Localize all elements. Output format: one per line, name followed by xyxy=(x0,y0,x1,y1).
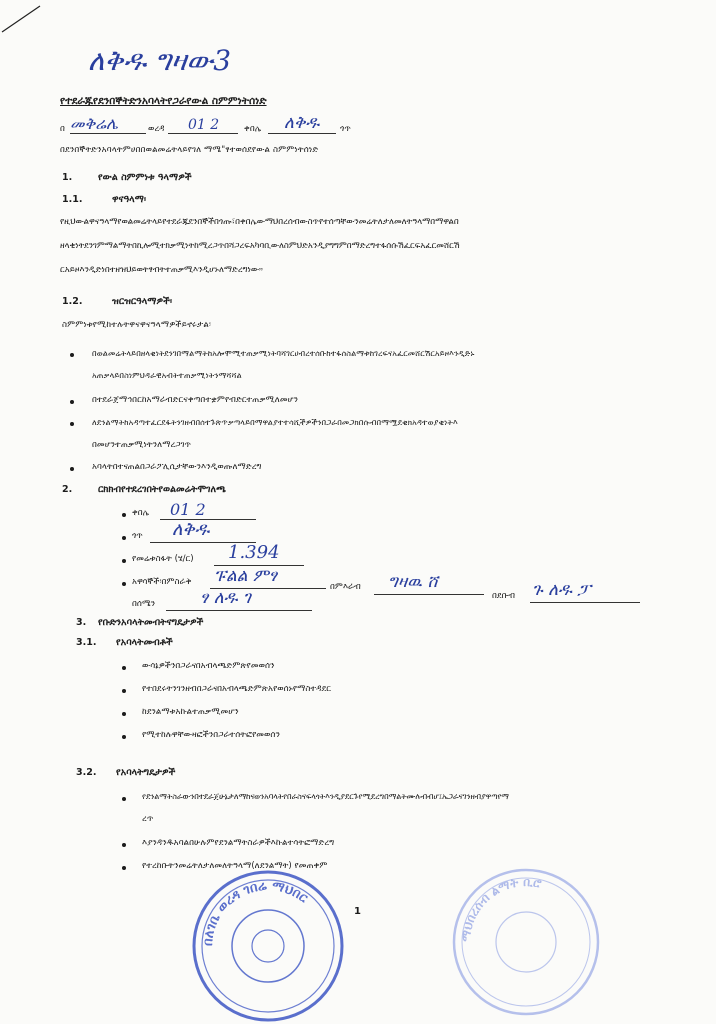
section-1-2-number: 1.2. xyxy=(62,296,83,307)
intro-kebele-handwritten: ለቅዱ xyxy=(284,113,320,133)
section-3-number: 3. xyxy=(76,617,87,628)
bullet-dot xyxy=(122,712,126,716)
list-item: ለደንልማትከአዳጣተፈርደፋትንገዘብበሰተጉጽጥቃጣላይበማዋልያተተሳሺችዎችንበጋራበመጋክበሱብበማሟደቂክአዳተወያቂነትእ xyxy=(92,417,458,427)
page-number: 1 xyxy=(354,906,361,917)
bullet-dot xyxy=(122,582,126,586)
bullet-dot xyxy=(122,666,126,670)
field-south-line xyxy=(530,602,640,603)
field-area-handwritten: 1.394 xyxy=(228,542,280,563)
bullet-dot xyxy=(70,353,74,357)
bullet-dot xyxy=(122,735,126,739)
section-1-1-title: ዋናዓላማ፡ xyxy=(112,194,147,205)
section-1-2-title: ዝርዝርዓላማዎች፡ xyxy=(112,296,173,307)
field-kebele-label: ቀበሌ xyxy=(132,508,150,518)
bullet-dot xyxy=(122,689,126,693)
bullet-dot xyxy=(70,467,74,471)
list-item-continuation: በመሆንተጠቃሚነትንለማረጋገጥ xyxy=(92,440,192,450)
intro-prefix: በ xyxy=(60,124,66,134)
intro-woreda-handwritten: 01 2 xyxy=(188,117,220,133)
bullet-dot xyxy=(122,536,126,540)
bullet-dot xyxy=(70,422,74,426)
field-west-line xyxy=(374,594,484,595)
paragraph-line: ርአይዞእንዲድነበተዘዝህይወትፃብትተጠቃሚእንዲሆኑለማድረግነው። xyxy=(60,264,263,274)
list-item: የተረከቡትንመሬትለታለመለትዓላማ(ለደንልማት) የመጠቀም xyxy=(142,861,328,871)
intro-got-label: ጎጥ xyxy=(340,124,352,134)
section-1-title: የውል ስምምነቱ ዓላማዎች xyxy=(98,172,192,183)
list-item-continuation: ረጥ xyxy=(142,814,154,824)
list-item: ከደንልማቱአኩልተጠቃሚመሆን xyxy=(142,707,239,717)
paragraph-line: ዘላቂነትደንገምማልማትበኪሎሚተክቃሚነትከሚረጋጥበሻጋረፍአካባቢውለስምህድአንዲያግግምበማድረግተፋሰሱሽፈርፍአፈርመሸርሽ xyxy=(60,240,460,250)
section-2-number: 2. xyxy=(62,484,73,495)
field-south-handwritten: ጉ ለዱ ፓ xyxy=(532,580,591,600)
field-kebele-handwritten: 01 2 xyxy=(170,500,206,519)
intro-line-2: በደንበኞትድንአባላትምሀበበወልመሬትላይየገለ ማሜ"ፃተወሰደየውል ስምምነትሰነድ xyxy=(60,145,319,155)
section-1-number: 1. xyxy=(62,172,73,183)
intro-kebele-line xyxy=(268,133,336,134)
section-1-2-intro: ስምምነቱየሚከተሉትዋናዋናዓላማዎችይኖሩታል፡ xyxy=(62,320,212,330)
bullet-dot xyxy=(122,797,126,801)
bullet-dot xyxy=(70,400,74,404)
document-title: የተደራጁየደንበኞትድንአባላትየጋራየውል ስምምነትሰነድ xyxy=(60,95,267,107)
section-3-2-title: የአባላትግዴታዎች xyxy=(116,767,176,778)
pen-mark-corner xyxy=(0,0,60,40)
intro-woreda-line xyxy=(168,133,238,134)
bullet-dot xyxy=(122,843,126,847)
field-north-line xyxy=(166,610,312,611)
field-north-handwritten: ፃ ለዱ ገ xyxy=(200,588,251,608)
field-area-label: የመሬቱስፋት (ሄ/ር) xyxy=(132,554,194,564)
section-3-1-number: 3.1. xyxy=(76,637,97,648)
field-north-label: በሰሜን xyxy=(132,599,156,609)
section-2-title: ርክክብየተደረገበትየወልመሬትሞገለጫ xyxy=(98,484,226,495)
list-item: የተበደሩትንገንዘብበጋራናበአብላጫድምጽአየወሰኑየማስተዳደር xyxy=(142,684,331,694)
list-item: እያንዳንዱአባልበሁሉምየደንልማትስራዎችእኩልተሳትፎማድረግ xyxy=(142,838,335,848)
intro-kebele-label: ቀበሌ xyxy=(244,124,262,134)
field-got-label: ጎጥ xyxy=(132,531,143,541)
list-item: የሚተከሉዋቸውዛፎችንበጋራተሰትፎየመወሰን xyxy=(142,730,280,740)
bullet-dot xyxy=(122,866,126,870)
field-east-handwritten: ፑልል ምፃ xyxy=(214,566,278,586)
field-got-handwritten: ለቅዱ xyxy=(172,519,210,540)
list-item: በወልመሬትላይበዘላቂነትደንገበማልማትከአሎሞሚተጠቃሚነትባሻገርሀብረተሰቡከተፋሰስልማቱከገረፍናአፈርመሸርሽርአይዞእንዲድኑ xyxy=(92,348,475,358)
field-west-label: በምእራብ xyxy=(330,582,361,592)
field-east-label: አዋሳኞች፡በምስራቅ xyxy=(132,577,192,587)
section-3-title: የቡድንአባላትመብትናግዴታዎች xyxy=(98,617,204,628)
list-item: አባላትበተናጠልበጋራፖሊሲታቸውንእንዲወጡለማድረግ xyxy=(92,462,262,472)
list-item: የደንልማትስራውንበተደራጀሁኔታለማከናወንአባላትየበራስናፍላጎትእንዲያደርጉየሚደረግበማልትሙሉብብሆ፤ኤጋራናገንዘብያዋጣየማ xyxy=(142,792,509,801)
section-1-1-number: 1.1. xyxy=(62,194,83,205)
handwritten-name: ለቅዱ ግዛው3 xyxy=(88,44,232,77)
official-stamp-left xyxy=(188,866,348,1024)
list-item-continuation: አጠቃላይበስነምህዳራዊአብትተጠቃሚነትንማሻሻል xyxy=(92,370,242,380)
section-3-2-number: 3.2. xyxy=(76,767,97,778)
bullet-dot xyxy=(122,559,126,563)
field-south-label: በደቡብ xyxy=(492,591,516,601)
bullet-dot xyxy=(122,513,126,517)
intro-place-handwritten: መቅሬሌ xyxy=(70,114,118,133)
intro-place-line xyxy=(70,133,146,134)
field-west-handwritten: ግዛዉ ሸ xyxy=(388,572,438,592)
intro-woreda-label: ወረዳ xyxy=(148,124,165,134)
list-item: በተደራጀማኅበርከአማራብድርናቀጣበተቋምየብድርተጠቃሚለመሆን xyxy=(92,395,298,405)
paragraph-line: የዚህውልዋናዓላማየወልመሬትላይየተደራጁደንበኞችበጎጡ፣በቀበሌውማህበረሰብውስጥየተሰጣቸውንመሬትለታለመለትዓላማበማዋልበ xyxy=(60,216,459,226)
official-stamp-right xyxy=(446,860,606,1024)
svg-text:በለገቤ ወረዳ ገበሬ ማህበር: በለገቤ ወረዳ ገበሬ ማህበር xyxy=(200,878,311,947)
list-item: ውሳኔዎችንበጋራናበአብላጫድምጽየመወሰን xyxy=(142,661,275,671)
section-3-1-title: የአባላትመብቶች xyxy=(116,637,173,648)
svg-text:ማህበረሰብ ልማት ቢሮ: ማህበረሰብ ልማት ቢሮ xyxy=(458,874,543,943)
